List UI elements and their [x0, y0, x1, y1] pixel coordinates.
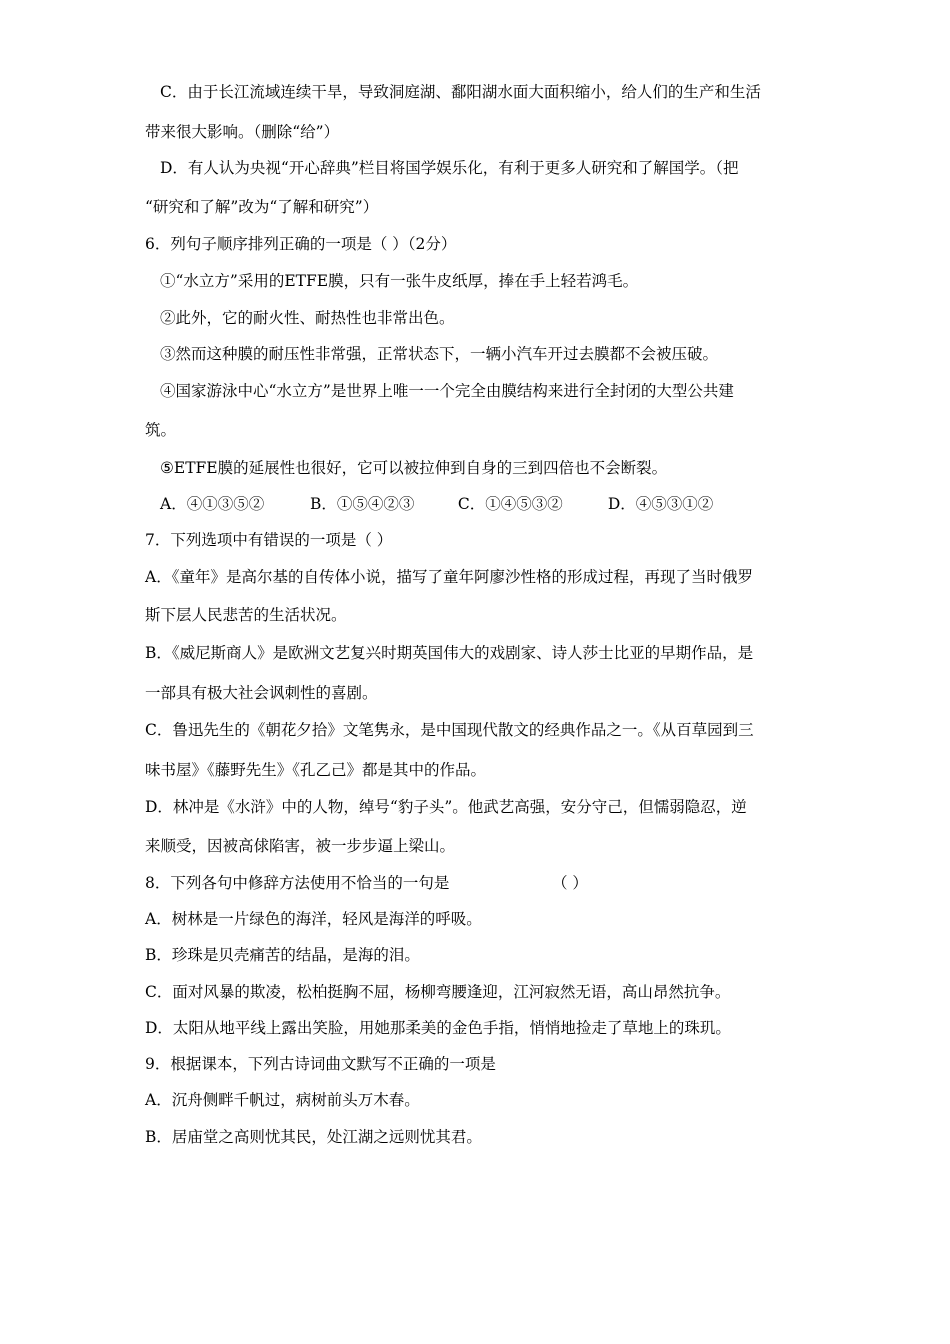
q7-option-b-line1: B．《威尼斯商人》是欧洲文艺复兴时期英国伟大的戏剧家、诗人莎士比亚的早期作品，是	[145, 644, 754, 662]
q8-option-b: B．珍珠是贝壳痛苦的结晶，是海的泪。	[145, 946, 420, 964]
q6-stem: 6．列句子顺序排列正确的一项是（ ）（2分）	[145, 235, 457, 253]
q8-option-d: D．太阳从地平线上露出笑脸，用她那柔美的金色手指，悄悄地捡走了草地上的珠玑。	[145, 1019, 731, 1037]
q7-option-d-line1: D．林冲是《水浒》中的人物，绰号“豹子头”。他武艺高强，安分守己，但懦弱隐忍，逆	[145, 798, 747, 816]
q6-sentence-5: ⑤ETFE膜的延展性也很好，它可以被拉伸到自身的三到四倍也不会断裂。	[160, 459, 668, 477]
q6-option-d: D．④⑤③①②	[607, 495, 714, 513]
q8-option-c: C．面对风暴的欺凌，松柏挺胸不屈，杨柳弯腰逢迎，江河寂然无语，高山昂然抗争。	[145, 983, 731, 1001]
q8-stem-text: 8．下列各句中修辞方法使用不恰当的一句是	[145, 874, 450, 892]
q7-option-a-line2: 斯下层人民悲苦的生活状况。	[145, 606, 347, 624]
q5-option-d-line1: D．有人认为央视“开心辞典”栏目将国学娱乐化，有利于更多人研究和了解国学。（把	[160, 159, 739, 177]
q7-option-c-line1: C．鲁迅先生的《朝花夕拾》文笔隽永，是中国现代散文的经典作品之一。《从百草园到三	[145, 721, 754, 739]
q5-option-c-line2: 带来很大影响。（删除“给”）	[145, 123, 340, 141]
q6-sentence-4-line1: ④国家游泳中心“水立方”是世界上唯一一个完全由膜结构来进行全封闭的大型公共建	[160, 382, 734, 400]
q6-sentence-1: ①“水立方”采用的ETFE膜，只有一张牛皮纸厚，捧在手上轻若鸿毛。	[160, 272, 639, 290]
q7-option-a-line1: A．《童年》是高尔基的自传体小说，描写了童年阿廖沙性格的形成过程，再现了当时俄罗	[145, 568, 753, 586]
q6-option-b: B．①⑤④②③	[309, 495, 415, 513]
q6-option-a: A．④①③⑤②	[160, 495, 265, 513]
q9-option-b: B．居庙堂之高则忧其民，处江湖之远则忧其君。	[145, 1128, 482, 1146]
q8-option-a: A．树林是一片绿色的海洋，轻风是海洋的呼吸。	[145, 910, 482, 928]
q7-option-d-line2: 来顺受，因被高俅陷害，被一步步逼上梁山。	[145, 837, 456, 855]
q6-sentence-4-line2: 筑。	[145, 421, 177, 439]
q9-stem: 9．根据课本，下列古诗词曲文默写不正确的一项是	[145, 1055, 496, 1073]
q8-stem	[145, 873, 588, 893]
q7-option-b-line2: 一部具有极大社会讽刺性的喜剧。	[145, 684, 378, 702]
q7-stem: 7．下列选项中有错误的一项是（ ）	[145, 531, 393, 549]
q5-option-d-line2: “研究和了解”改为“了解和研究”）	[145, 198, 379, 216]
q9-option-a: A．沉舟侧畔千帆过，病树前头万木春。	[145, 1091, 420, 1109]
q6-option-c: C．①④⑤③②	[457, 495, 563, 513]
q6-sentence-3: ③然而这种膜的耐压性非常强，正常状态下，一辆小汽车开过去膜都不会被压破。	[160, 345, 719, 363]
q6-options	[160, 494, 713, 514]
q7-option-c-line2: 味书屋》《藤野先生》《孔乙己》都是其中的作品。	[145, 761, 487, 779]
q6-sentence-2: ②此外，它的耐火性、耐热性也非常出色。	[160, 309, 455, 327]
q8-answer-paren: （ ）	[552, 874, 588, 892]
q5-option-c-line1: C．由于长江流域连续干旱，导致洞庭湖、鄱阳湖水面大面积缩小，给人们的生产和生活	[160, 83, 761, 101]
